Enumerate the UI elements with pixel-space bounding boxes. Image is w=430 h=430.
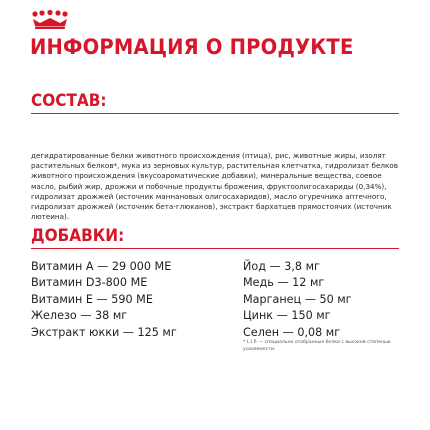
additive-item: Цинк — 150 мг xyxy=(243,309,331,323)
composition-text: дегидратированные белки животного происхождения (птица), рис, животные жиры, изолят растительных белков*, мука из зерновых культур, растительная клетчатка, гидролизат белков животного происхождения (вкусоароматические добавки), минеральные вещества, соевое масло, рыбий жир, дрожжи и побочные продукты брожения, фруктоолигосахариды (0,34%), гидролизат дрожжей (источник маннановых олигосахаридов), масло огуречника аптечного, гидролизат дрожжей (источник бета-глюканов), экстракт бархатцев прямостоячих (источник лютеина). xyxy=(31,151,398,222)
additive-item: Витамин D3-800 МЕ xyxy=(31,276,148,290)
additive-item: Марганец — 50 мг xyxy=(243,292,352,306)
footnote: * L.I.P. — специально отобранные белки с высокой степенью усвояемости. xyxy=(243,340,391,352)
additive-item: Медь — 12 мг xyxy=(243,276,325,290)
additive-item: Йод — 3,8 мг xyxy=(243,260,320,273)
crown-icon xyxy=(31,10,69,30)
additives-divider xyxy=(31,248,399,249)
additive-item: Селен — 0,08 мг xyxy=(243,325,341,339)
additive-item: Витамин Е — 590 МЕ xyxy=(31,292,153,306)
composition-divider xyxy=(31,113,399,114)
additive-item: Железо — 38 мг xyxy=(31,309,128,323)
additive-item: Экстракт юкки — 125 мг xyxy=(31,325,177,339)
page-title: ИНФОРМАЦИЯ О ПРОДУКТЕ xyxy=(30,35,354,59)
additive-item: Витамин А — 29 000 МЕ xyxy=(31,260,172,273)
additives-list-left xyxy=(31,259,177,341)
composition-heading: СОСТАВ: xyxy=(31,91,107,111)
additives-heading: ДОБАВКИ: xyxy=(31,226,125,246)
additives-list-right xyxy=(243,259,352,341)
